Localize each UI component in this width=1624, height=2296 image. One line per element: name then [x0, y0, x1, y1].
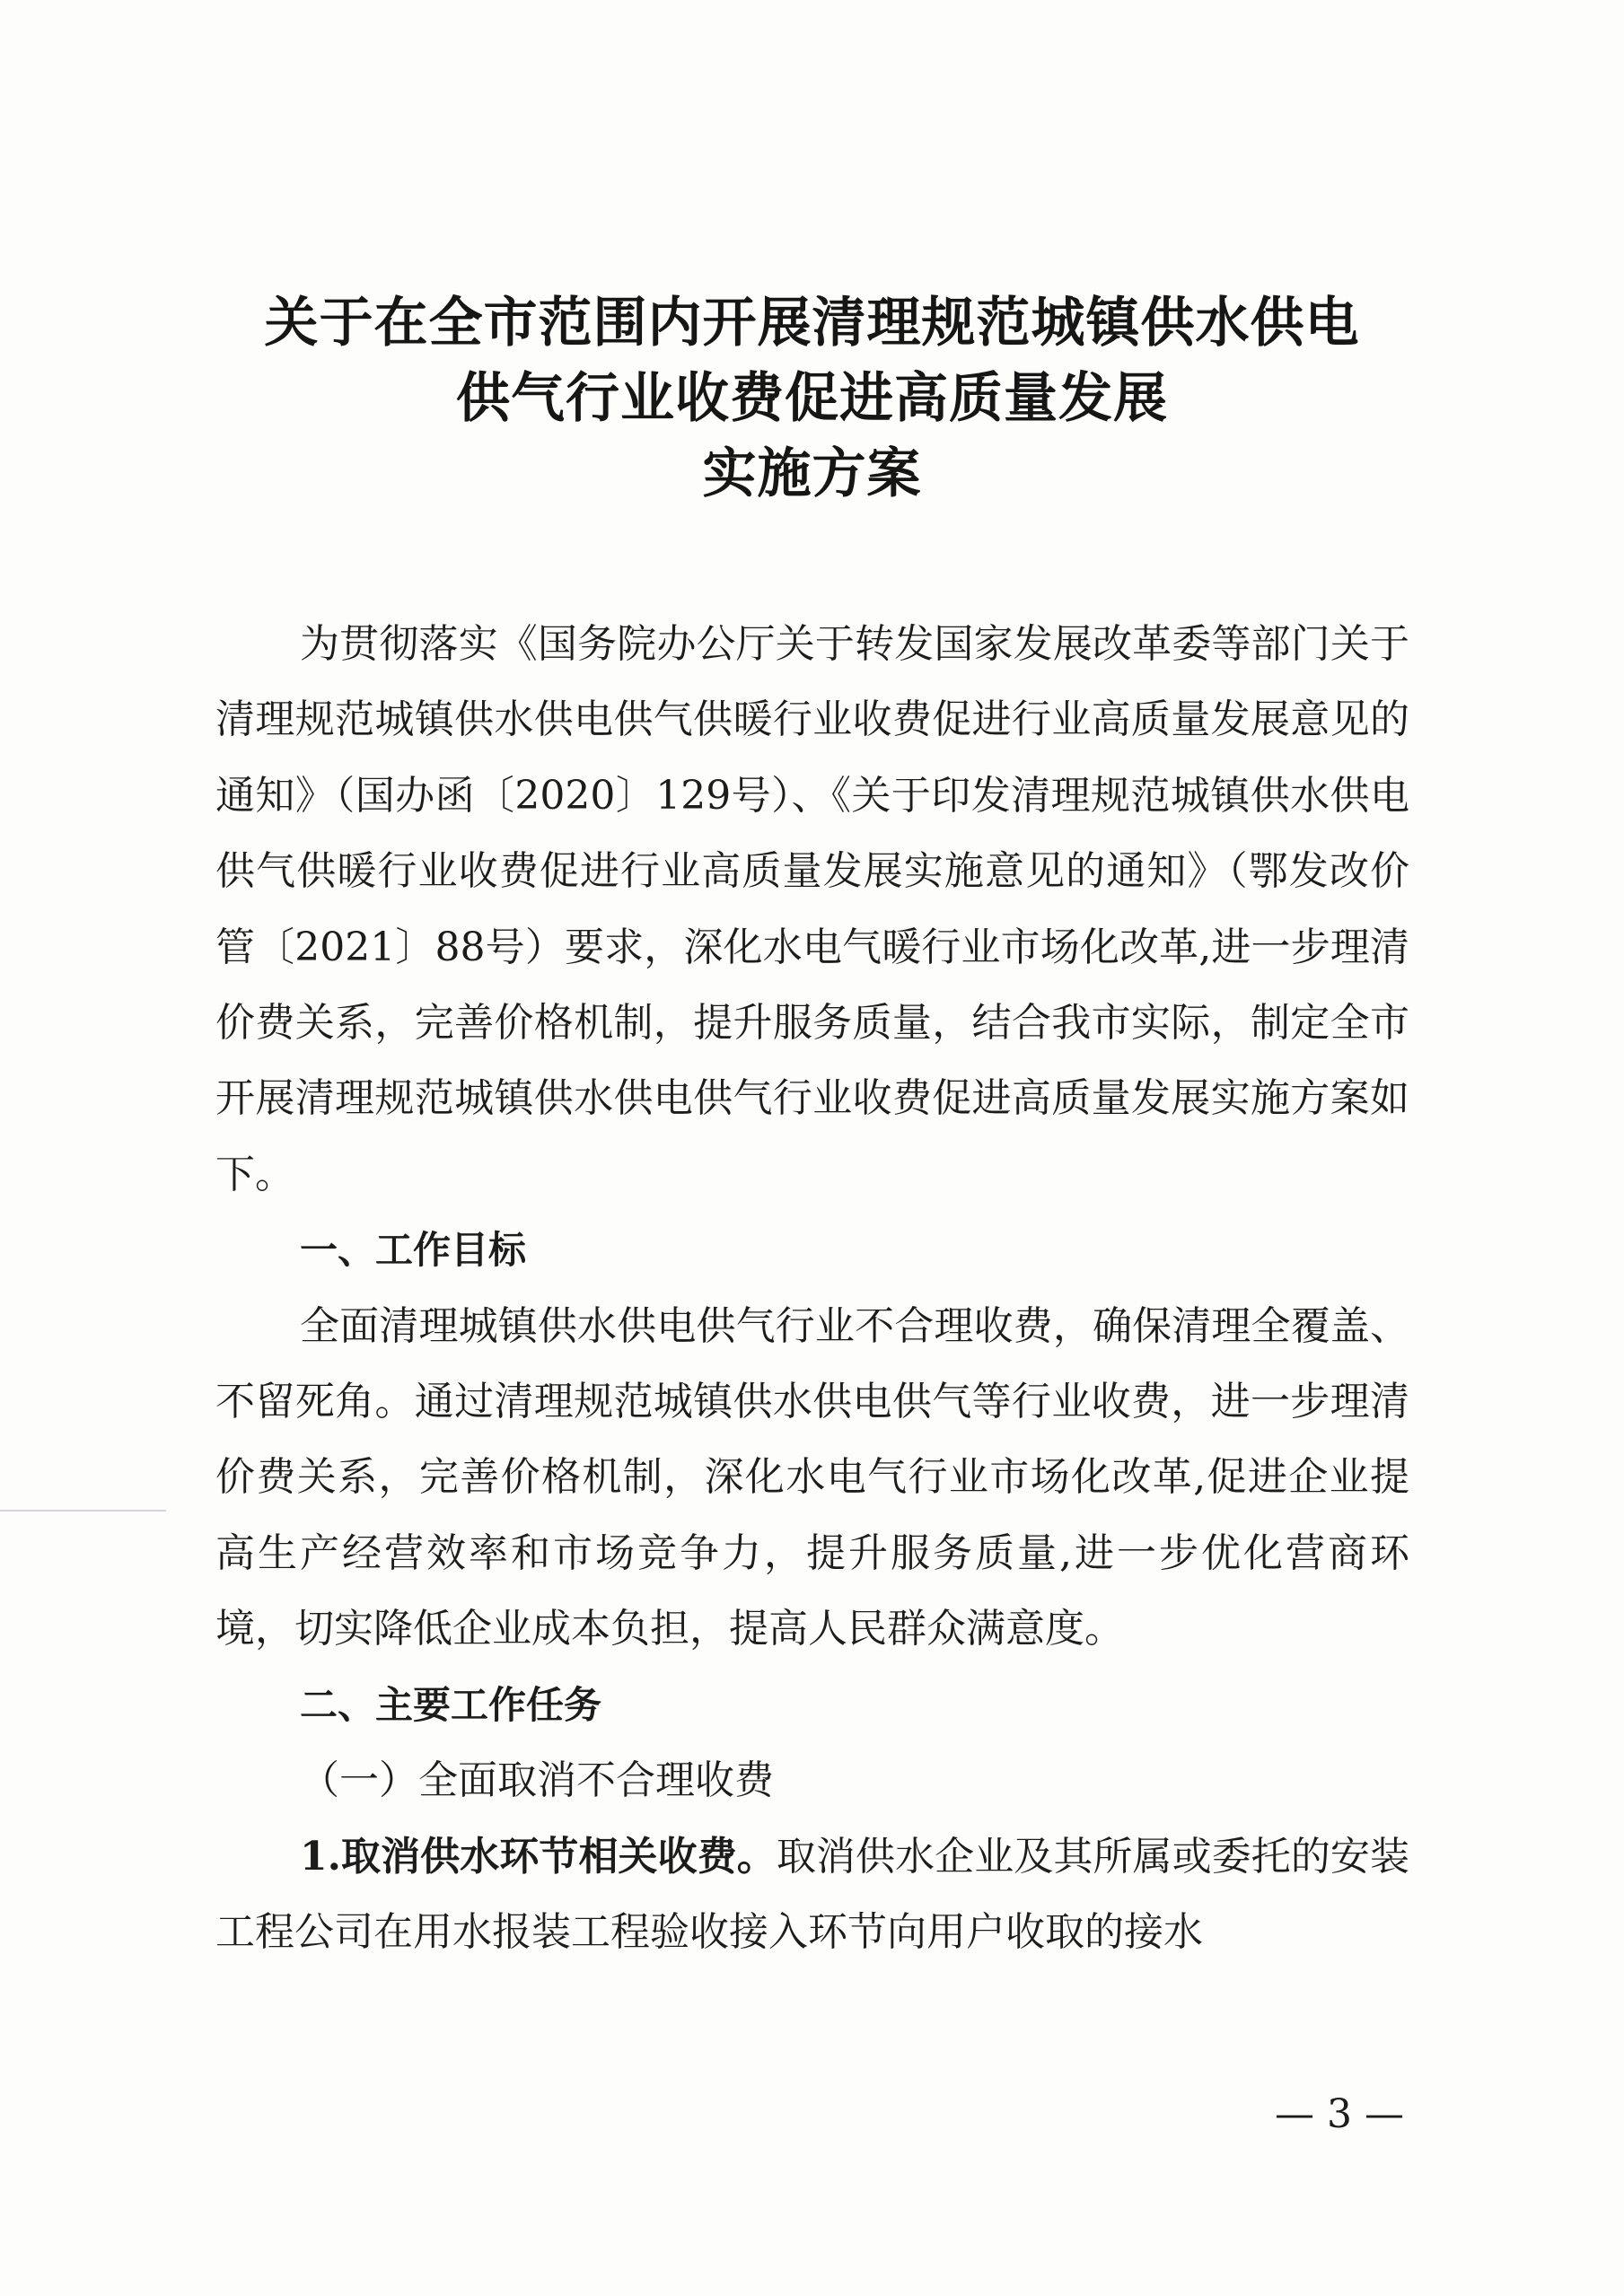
margin-mark	[0, 1510, 166, 1512]
document-body	[215, 607, 1409, 1970]
title-line-1: 关于在全市范围内开展清理规范城镇供水供电	[264, 292, 1360, 355]
task-item-1-text: 取消供水企业及其所属或委托的安装工程公司在用水报装工程验收接入环节向用户收取的接水	[215, 1833, 1410, 1955]
title-line-2: 供气行业收费促进高质量发展	[456, 367, 1168, 430]
page-number: — 3 —	[1275, 2091, 1404, 2137]
subsection-heading: （一）全面取消不合理收费	[300, 1757, 774, 1804]
section-heading-tasks: 二、主要工作任务	[300, 1682, 602, 1727]
section-heading-goals: 一、工作目标	[300, 1228, 527, 1273]
document-title	[0, 285, 1624, 512]
goals-paragraph: 全面清理城镇供水供电供气行业不合理收费，确保清理全覆盖、不留死角。通过清理规范城镇供水供电供气等行业收费，进一步理清价费关系，完善价格机制，深化水电气行业市场化改革,促进企业提高生产经营效率和市场竞争力，提升服务质量,进一步优化营商环境，切实降低企业成本负担，提高人民群众满意度。	[215, 1302, 1409, 1652]
title-line-3: 实施方案	[702, 443, 922, 505]
intro-paragraph: 为贯彻落实《国务院办公厅关于转发国家发展改革委等部门关于清理规范城镇供水供电供气供暖行业收费促进行业高质量发展意见的通知》（国办函〔2020〕129号）、《关于印发清理规范城镇供水供电供气供暖行业收费促进行业高质量发展实施意见的通知》（鄂发改价管〔2021〕88号）要求，深化水电气暖行业市场化改革,进一步理清价费关系，完善价格机制，提升服务质量，结合我市实际，制定全市开展清理规范城镇供水供电供气行业收费促进高质量发展实施方案如下。	[215, 621, 1409, 1197]
task-item-1	[215, 1819, 1409, 1971]
task-item-1-lead: 1.取消供水环节相关收费。	[300, 1833, 777, 1880]
